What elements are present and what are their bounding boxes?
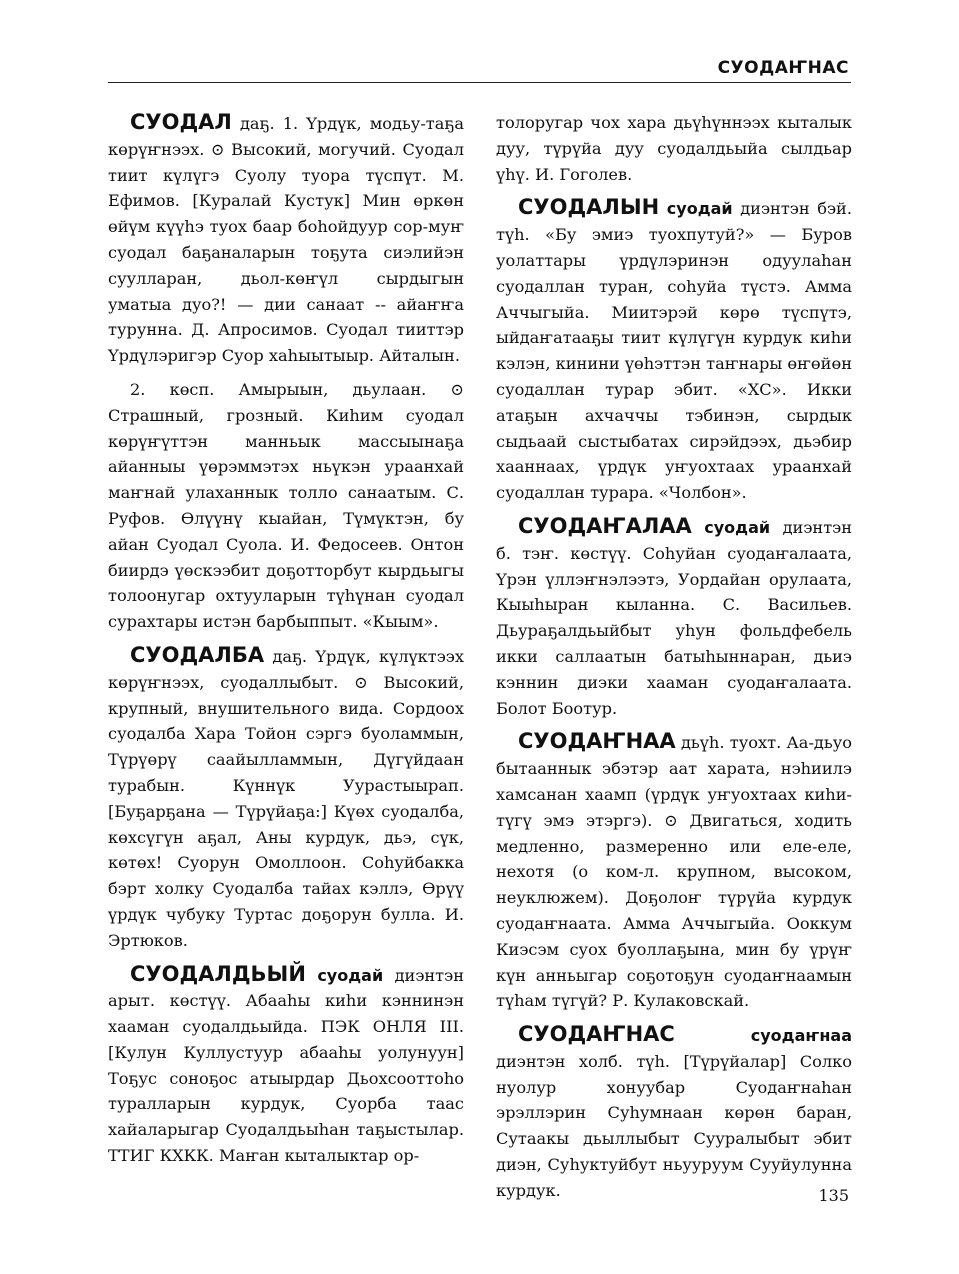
entry-text: толоругар чох хара дьүһүннээх кыталык дуу, түрүйа дуу суодалдьыйа сылдьар үһү. И. Гоголев. bbox=[496, 113, 852, 184]
entry-suodangalaa bbox=[496, 514, 852, 721]
entry-text: диэнтэн бэй. түһ. «Бу эмиэ туохпутуй?» — Буров уолаттары үрдүлэринэн одуулаһан суодаллан туран, соһуйа түстэ. Амма Аччыгыйа. Миитэрэй көрө түспүтэ, ыйдаҥатааҕы тиит күлүгүн курдук киһи кэлэн, кинини үөһэттэн таҥнары өҥөйөн суодаллан турар эбит. «ХС». Икки атаҕын ахчаччы тэбинэн, сырдык сыдьаай сыстыбатах сирэйдээх, дьэбир хааннаах, үрдүк уҥуохтаах ураанхай суодаллан турара. «Чолбон». bbox=[496, 199, 852, 503]
entry-text: 2. көсп. Амырыын, дьулаан. ⊙ Страшный, грозный. Киһим суодал көрүҥүттэн манньык массыынаҕа айанныы үөрэммэтэх ньүкэн ураанхай маҥнай улаханнык толло санаатым. С. Руфов. Өлүүнү кыайан, Түмүктэн, бу айан Суодал Суола. И. Федосеев. Онтон биирдэ үөскээбит доҕотторбут кырдьыгы толоонугар охтууларын түһүнан суодал сурахтары истэн барбыппыт. «Кыым». bbox=[108, 379, 464, 632]
right-column bbox=[496, 110, 852, 1212]
cross-reference: суодай bbox=[666, 199, 733, 219]
entry-text: диэнтэн холб. түһ. [Түрүйалар] Солко нуолур хонуубар Суодаҥнаһан эрэллэрин Суһумнаан көрөн баран, Сутаакы дьыллыбыт Сууралыбыт эбит диэн, Суһуктуйбут ньууруум Сууйулунна курдук. bbox=[496, 1051, 852, 1200]
entry-suodal bbox=[108, 110, 464, 369]
cross-reference: суодай bbox=[704, 517, 771, 537]
headword: СУОДАҤНАА bbox=[518, 729, 676, 754]
headword: СУОДАҤНАС bbox=[518, 1022, 675, 1047]
entry-suodalba bbox=[108, 643, 464, 954]
entry-continuation bbox=[496, 110, 852, 187]
entry-text: диэнтэн б. тэҥ. көстүү. Соһуйан суодаҥалаата, Үрэн үллэҥнэлээтэ, Уордайан орулаата, Кыыһыран кыланна. С. Васильев. Дьураҕалдьыйбыт уһун фольдфебель икки саллаатын батыһыннаран, дьиэ кэннин диэки хааман суодаҥалаата. Болот Боотур. bbox=[496, 517, 852, 718]
entry-text: даҕ. Үрдүк, күлүктээх көрүҥнээх, суодаллыбыт. ⊙ Высокий, крупный, внушительного вида. Сордоох суодалба Хара Тойон сэргэ буоламмын, Түрүөрү саайылламмын, Дүгүйдаан турабын. Күннүк Уурастыырап. [Буҕарҕана — Түрүйаҕа:] Күөх суодалба, көхсүгүн аҕал, Аны курдук, дьэ, сүк, көтөх! Суорун Омоллоон. Соһуйбакка бэрт холку Суодалба тайах кэллэ, Өрүү үрдүк чубуку Туртас доҕорун булла. И. Эртюков. bbox=[108, 646, 464, 950]
headword: СУОДАЛЫН bbox=[518, 195, 660, 220]
entry-suodal-sense-2 bbox=[108, 377, 464, 635]
entry-suodangnas bbox=[496, 1022, 852, 1204]
headword: СУОДАЛБА bbox=[130, 642, 265, 667]
cross-reference: суодай bbox=[317, 965, 384, 985]
running-head: СУОДАҤНАС bbox=[717, 58, 849, 78]
headword: СУОДАҤАЛАА bbox=[518, 513, 692, 538]
entry-text: диэнтэн арыт. көстүү. Абааһы киһи кэннинэн хааман суодалдьыйда. ПЭК ОНЛЯ III. [Кулун Куллустуур абааһы уолунуун] Тоҕус соноҕос атыырдар Дьохсооттоһо туралларын курдук, Суорба таас хайаларыгар Суодалдьыһан таҕыстылар. ТТИГ КХКК. Маҥан кыталыктар ор- bbox=[108, 965, 464, 1166]
entry-text: дьүһ. туохт. Аа-дьуо бытааннык эбэтэр аат харата, нэһиилэ хамсанан хаамп (үрдүк уҥуохтаах киһи-түгү эмэ этэргэ). ⊙ Двигаться, ходить медленно, размеренно или еле-еле, нехотя (о ком-л. крупном, высоком, неуклюжем). Доҕолоҥ түрүйа курдук суодаҥнаата. Амма Аччыгыйа. Ооккум Киэсэм суох буоллаҕына, мин бу үрүҥ күн анньыгар соҕотоҕун суодаҥнаамын түһам түгүй? Р. Кулаковскай. bbox=[496, 733, 852, 1011]
entry-suodaldyiy bbox=[108, 962, 464, 1169]
page-number: 135 bbox=[818, 1186, 849, 1205]
headword: СУОДАЛДЬЫЙ bbox=[130, 961, 306, 986]
left-column bbox=[108, 110, 464, 1177]
entry-suodalyn bbox=[496, 195, 852, 506]
entry-text: даҕ. 1. Үрдүк, модьу-таҕа көрүҥнээх. ⊙ Высокий, могучий. Суодал тиит күлүгэ Суолу туора түспүт. М. Ефимов. [Куралай Кустук] Мин өркөн өйүм күүһэ туох баар боһойдуур сор-муҥ суодал баҕаналарын тоҕута сиэлийэн суулларан, дьол-көҥүл сырдыгын уматыа дуо?! — дии санаат -- айаҥҥа турунна. Д. Апросимов. Суодал тииттэр Үрдүлэригэр Суор хаһыытыыр. Айталын. bbox=[108, 114, 464, 366]
headword: СУОДАЛ bbox=[130, 110, 232, 134]
entry-suodangnaa bbox=[496, 729, 852, 1014]
header-rule bbox=[108, 82, 851, 83]
cross-reference: суодаҥнаа bbox=[750, 1026, 852, 1046]
